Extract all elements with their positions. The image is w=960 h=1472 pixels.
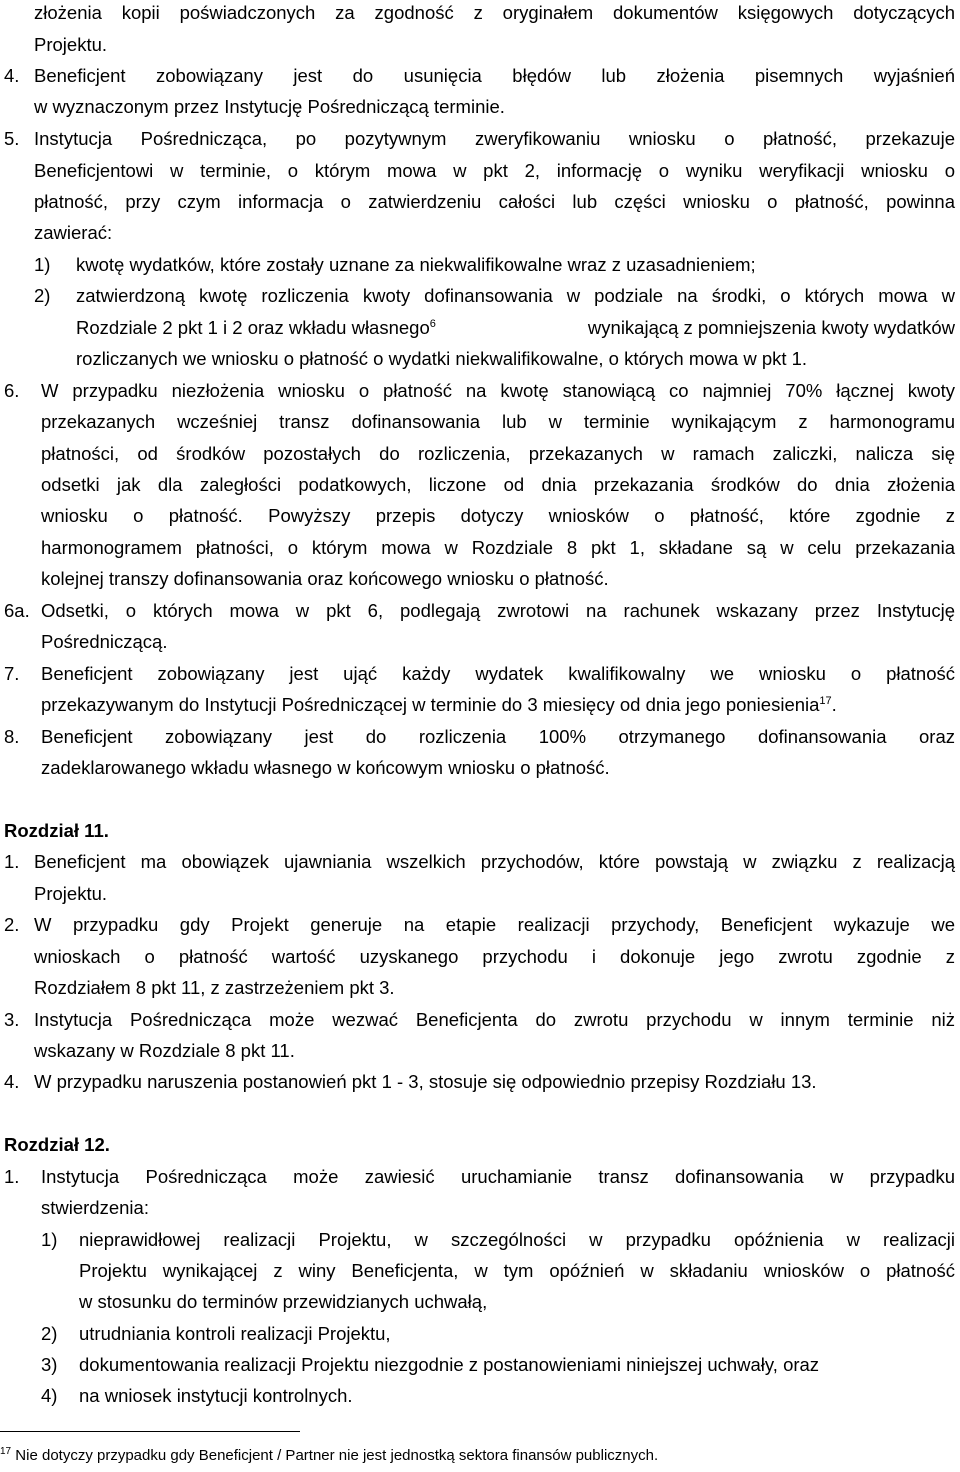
paragraph-line: na wniosek instytucji kontrolnych. bbox=[79, 1385, 353, 1406]
paragraph-line: płatność, przy czym informacja o zatwierdzeniu całości lub części wniosku o płatność, powinna bbox=[34, 191, 955, 212]
paragraph-line: złożenia kopii poświadczonych za zgodność z oryginałem dokumentów księgowych dotyczących bbox=[34, 2, 955, 23]
paragraph-line: W przypadku niezłożenia wniosku o płatność na kwotę stanowiącą co najmniej 70% łącznej kwoty bbox=[41, 380, 955, 401]
paragraph-line: W przypadku gdy Projekt generuje na etapie realizacji przychody, Beneficjent wykazuje we bbox=[34, 914, 955, 935]
paragraph-line: Instytucja Pośrednicząca, po pozytywnym zweryfikowaniu wniosku o płatność, przekazuje bbox=[34, 128, 955, 149]
item-number: 4. bbox=[4, 1071, 20, 1092]
paragraph-line: rozliczanych we wniosku o płatność o wydatki niekwalifikowalne, o których mowa w pkt 1. bbox=[76, 348, 808, 369]
paragraph-line: utrudniania kontroli realizacji Projektu, bbox=[79, 1323, 391, 1344]
paragraph-line: odsetki jak dla zaległości podatkowych, liczone od dnia przekazania środków do dnia złożenia bbox=[41, 474, 955, 495]
paragraph-line: harmonogramem płatności, o którym mowa w Rozdziale 8 pkt 1, składane są w celu przekazania bbox=[41, 537, 955, 558]
footnote-ref[interactable]: 17 bbox=[819, 694, 832, 707]
paragraph-line: płatności, od środków pozostałych do rozliczenia, przekazanych w ramach zaliczki, nalicza się bbox=[41, 443, 955, 464]
paragraph-line: Pośredniczącą. bbox=[41, 631, 168, 652]
paragraph-line: Beneficjent zobowiązany jest do rozliczenia 100% otrzymanego dofinansowania oraz bbox=[41, 726, 955, 747]
paragraph-line: wskazany w Rozdziale 8 pkt 11. bbox=[34, 1040, 295, 1061]
footnote-divider bbox=[0, 1431, 300, 1432]
paragraph-line: nieprawidłowej realizacji Projektu, w szczególności w przypadku opóźnienia w realizacji bbox=[79, 1229, 955, 1250]
item-number: 8. bbox=[4, 726, 20, 747]
paragraph-line: stwierdzenia: bbox=[41, 1197, 149, 1218]
item-number: 6. bbox=[4, 380, 20, 401]
paragraph-line: w wyznaczonym przez Instytucję Pośredniczącą terminie. bbox=[34, 96, 505, 117]
line-text: przekazywanym do Instytucji Pośredniczącej w terminie do 3 miesięcy od dnia jego poniesienia bbox=[41, 694, 820, 715]
paragraph-line: Instytucja Pośrednicząca może zawiesić uruchamianie transz dofinansowania w przypadku bbox=[41, 1166, 955, 1187]
item-number: 7. bbox=[4, 663, 20, 684]
paragraph-line: przekazanych wcześniej transz dofinansowania lub w terminie wynikającym z harmonogramu bbox=[41, 411, 955, 432]
paragraph-line: zatwierdzoną kwotę rozliczenia kwoty dofinansowania w podziale na środki, o których mowa w bbox=[76, 285, 955, 306]
paragraph-line: Beneficjentowi w terminie, o którym mowa w pkt 2, informację o wyniku weryfikacji wniosku o bbox=[34, 160, 955, 181]
footnote-number: 17 bbox=[0, 1446, 12, 1457]
paragraph-line: kwotę wydatków, które zostały uznane za niekwalifikowalne wraz z uzasadnieniem; bbox=[76, 254, 756, 275]
paragraph-line: kolejnej transzy dofinansowania oraz końcowego wniosku o płatność. bbox=[41, 568, 609, 589]
line-text: . bbox=[831, 694, 837, 715]
subitem-number: 3) bbox=[41, 1354, 58, 1375]
line-text: Rozdziale 2 pkt 1 i 2 oraz wkładu własnego bbox=[76, 317, 430, 338]
paragraph-line: W przypadku naruszenia postanowień pkt 1 - 3, stosuje się odpowiednio przepisy Rozdziału 13. bbox=[34, 1071, 817, 1092]
paragraph-line: Odsetki, o których mowa w pkt 6, podlegają zwrotowi na rachunek wskazany przez Instytucję bbox=[41, 600, 955, 621]
paragraph-line: Instytucja Pośrednicząca może wezwać Beneficjenta do zwrotu przychodu w innym terminie niż bbox=[34, 1009, 955, 1030]
subitem-number: 1) bbox=[34, 254, 51, 275]
chapter-heading: Rozdział 11. bbox=[4, 820, 109, 841]
chapter-heading: Rozdział 12. bbox=[4, 1134, 110, 1155]
line-segment bbox=[76, 317, 436, 339]
line-segment: wynikającą z pomniejszenia kwoty wydatków bbox=[587, 317, 955, 338]
paragraph-line: w stosunku do terminów przewidzianych uchwałą, bbox=[79, 1291, 488, 1312]
paragraph-line: zawierać: bbox=[34, 222, 113, 243]
paragraph-line: wniosku o płatność. Powyższy przepis dotyczy wniosków o płatność, które zgodnie z bbox=[41, 505, 955, 526]
paragraph-line: Rozdziałem 8 pkt 11, z zastrzeżeniem pkt 3. bbox=[34, 977, 395, 998]
item-number: 1. bbox=[4, 1166, 20, 1187]
paragraph-line: Projektu. bbox=[34, 34, 108, 55]
paragraph-line: dokumentowania realizacji Projektu niezgodnie z postanowieniami niniejszej uchwały, oraz bbox=[79, 1354, 820, 1375]
subitem-number: 2) bbox=[41, 1323, 58, 1344]
subitem-number: 4) bbox=[41, 1385, 58, 1406]
item-number: 6a. bbox=[4, 600, 30, 621]
footnote-ref[interactable]: 6 bbox=[429, 317, 436, 330]
paragraph-line bbox=[41, 694, 837, 716]
footnote-text: Nie dotyczy przypadku gdy Beneficjent / Partner nie jest jednostką sektora finansów publicznych. bbox=[15, 1447, 659, 1464]
subitem-number: 1) bbox=[41, 1229, 58, 1250]
item-number: 3. bbox=[4, 1009, 20, 1030]
item-number: 4. bbox=[4, 65, 20, 86]
paragraph-line: Projektu wynikającej z winy Beneficjenta, w tym opóźnień w składaniu wniosków o płatność bbox=[79, 1260, 955, 1281]
item-number: 5. bbox=[4, 128, 20, 149]
paragraph-line bbox=[76, 317, 955, 339]
item-number: 1. bbox=[4, 851, 20, 872]
paragraph-line: Beneficjent zobowiązany jest ująć każdy wydatek kwalifikowalny we wniosku o płatność bbox=[41, 663, 955, 684]
subitem-number: 2) bbox=[34, 285, 51, 306]
paragraph-line: wnioskach o płatność wartość uzyskanego przychodu i dokonuje jego zwrotu zgodnie z bbox=[34, 946, 955, 967]
paragraph-line: Projektu. bbox=[34, 883, 108, 904]
paragraph-line: zadeklarowanego wkładu własnego w końcowym wniosku o płatność. bbox=[41, 757, 610, 778]
paragraph-line: Beneficjent ma obowiązek ujawniania wszelkich przychodów, które powstają w związku z realizacją bbox=[34, 851, 955, 872]
footnote bbox=[0, 1446, 658, 1466]
paragraph-line: Beneficjent zobowiązany jest do usunięcia błędów lub złożenia pisemnych wyjaśnień bbox=[34, 65, 955, 86]
item-number: 2. bbox=[4, 914, 20, 935]
